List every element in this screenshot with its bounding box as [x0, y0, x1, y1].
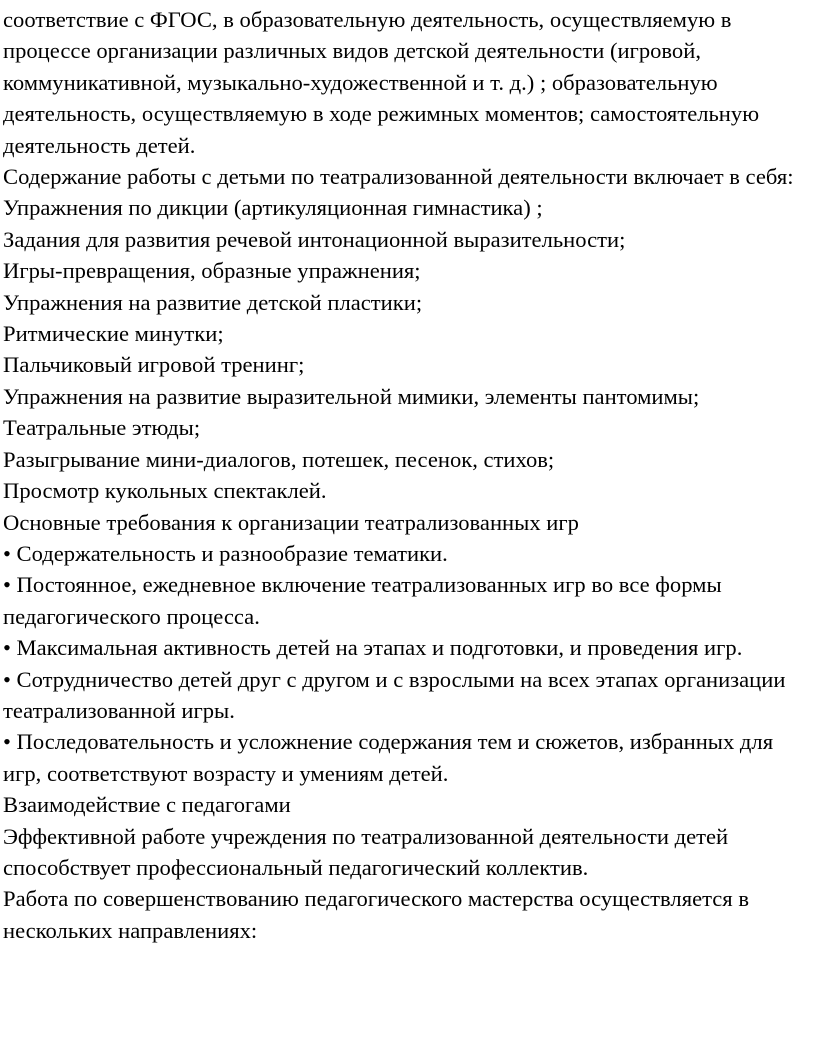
requirements-heading: Основные требования к организации театрализованных игр [3, 509, 579, 535]
list-item: Задания для развития речевой интонационной выразительности; [3, 226, 626, 252]
body-paragraph: Работа по совершенствованию педагогического мастерства осуществляется в нескольких направлениях: [3, 886, 750, 943]
bullet-item: • Максимальная активность детей на этапах и подготовки, и проведения игр. [3, 635, 743, 661]
content-heading: Содержание работы с детьми по театрализованной деятельности включает в себя: [3, 164, 794, 190]
list-item: Пальчиковый игровой тренинг; [3, 352, 305, 378]
list-item: Упражнения по дикции (артикуляционная гимнастика) ; [3, 195, 543, 221]
intro-paragraph: соответствие с ФГОС, в образовательную деятельность, осуществляемую в процессе организации различных видов детской деятельности (игровой, коммуникативной, музыкально-художественной и т. д.) ; образовательную деятельность, осуществляемую в ходе режимных моментов; самостоятельную деятельность детей. [3, 7, 760, 158]
body-paragraph: Эффективной работе учреждения по театрализованной деятельности детей способствует профессиональный педагогический коллектив. [3, 823, 729, 880]
list-item: Театральные этюды; [3, 415, 201, 441]
list-item: Просмотр кукольных спектаклей. [3, 478, 327, 504]
bullet-item: • Содержательность и разнообразие тематики. [3, 540, 448, 566]
list-item: Разыгрывание мини-диалогов, потешек, песенок, стихов; [3, 446, 555, 472]
list-item: Упражнения на развитие выразительной мимики, элементы пантомимы; [3, 383, 700, 409]
bullet-item: • Последовательность и усложнение содержания тем и сюжетов, избранных для игр, соответствуют возрасту и умениям детей. [3, 729, 774, 786]
list-item: Игры-превращения, образные упражнения; [3, 258, 421, 284]
list-item: Упражнения на развитие детской пластики; [3, 289, 423, 315]
section-heading: Взаимодействие с педагогами [3, 792, 291, 818]
list-item: Ритмические минутки; [3, 321, 224, 347]
bullet-item: • Постоянное, ежедневное включение театрализованных игр во все формы педагогического процесса. [3, 572, 722, 629]
bullet-item: • Сотрудничество детей друг с другом и с взрослыми на всех этапах организации театрализованной игры. [3, 666, 786, 723]
